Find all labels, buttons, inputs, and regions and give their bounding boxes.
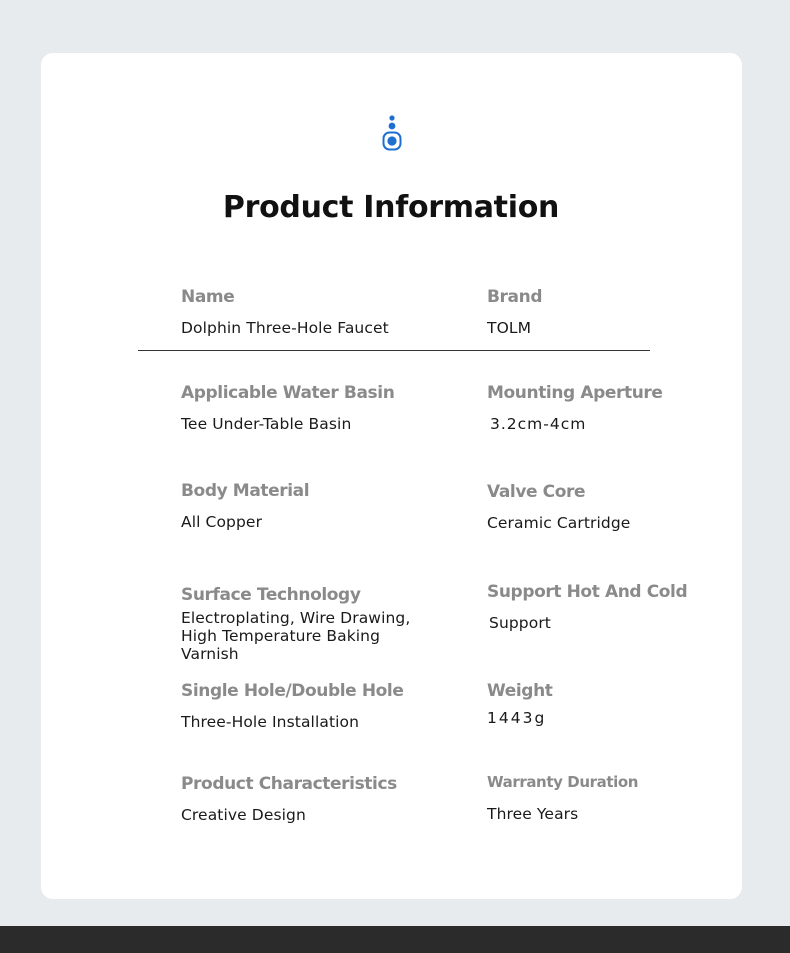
spec-value: 3.2cm-4cm (490, 415, 587, 433)
spec-hole-type (181, 681, 471, 731)
spec-value: Electroplating, Wire Drawing, High Temperature Baking Varnish (181, 609, 411, 663)
spec-label: Warranty Duration (487, 773, 639, 791)
spec-characteristics (181, 774, 471, 824)
section-divider (138, 350, 650, 351)
spec-label: Body Material (181, 481, 310, 501)
spec-value: 1443g (487, 709, 547, 727)
spec-label: Valve Core (487, 482, 586, 502)
spec-label: Support Hot And Cold (487, 582, 688, 602)
spec-value: TOLM (487, 319, 532, 337)
footer-bar (0, 926, 790, 953)
spec-label: Mounting Aperture (487, 383, 663, 403)
spec-label: Applicable Water Basin (181, 383, 395, 403)
spec-mounting-aperture (487, 383, 777, 433)
spec-brand (487, 287, 777, 337)
spec-value: Tee Under-Table Basin (181, 415, 352, 433)
page-title: Product Information (222, 190, 560, 225)
spec-name (181, 287, 471, 337)
spec-label: Single Hole/Double Hole (181, 681, 404, 701)
spec-value: All Copper (181, 513, 263, 531)
spec-hot-cold (487, 582, 777, 632)
spec-label: Weight (487, 681, 553, 701)
spec-label: Name (181, 287, 235, 307)
spec-value: Creative Design (181, 806, 306, 824)
faucet-drops-icon (376, 112, 408, 154)
spec-value: Support (489, 614, 551, 632)
spec-label: Product Characteristics (181, 774, 397, 794)
spec-value: Dolphin Three-Hole Faucet (181, 319, 389, 337)
spec-water-basin (181, 383, 471, 433)
spec-value: Ceramic Cartridge (487, 514, 631, 532)
spec-value: Three-Hole Installation (181, 713, 360, 731)
spec-body-material (181, 481, 471, 531)
spec-warranty (487, 773, 777, 823)
spec-weight (487, 681, 777, 727)
spec-label: Surface Technology (181, 585, 361, 605)
spec-label: Brand (487, 287, 543, 307)
spec-value: Three Years (487, 805, 579, 823)
spec-surface-technology (181, 585, 421, 663)
spec-valve-core (487, 482, 777, 532)
